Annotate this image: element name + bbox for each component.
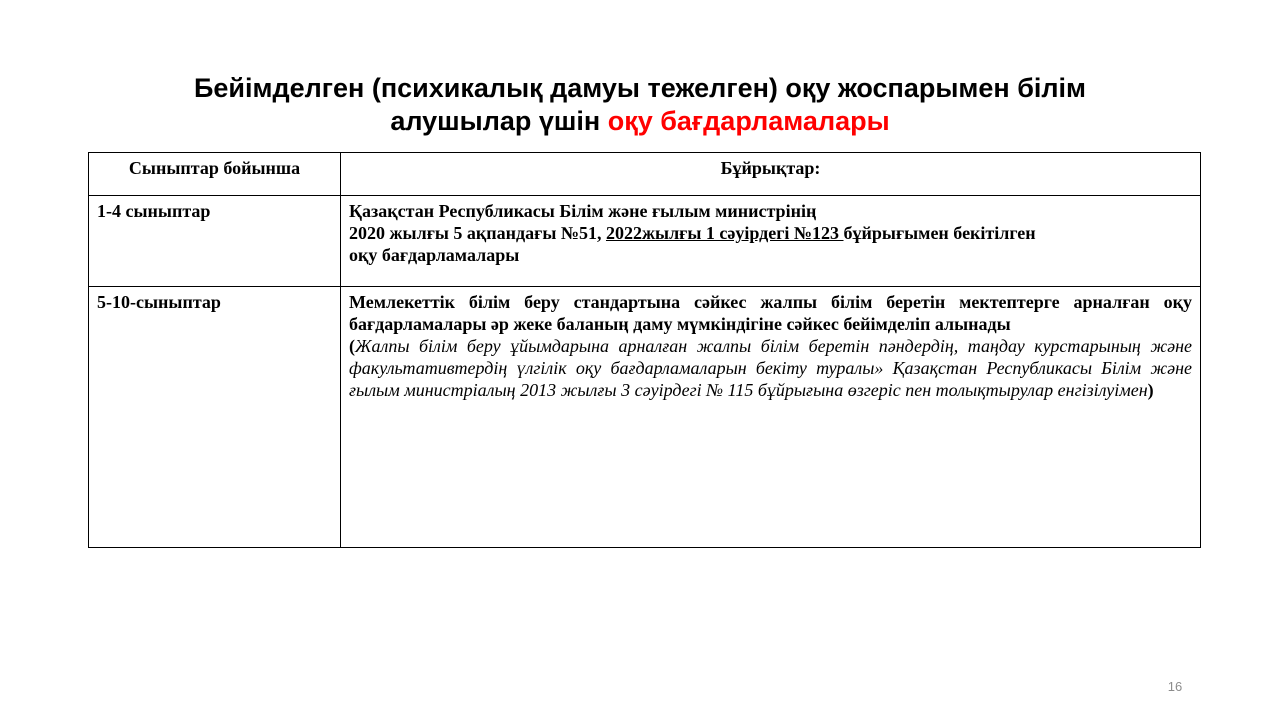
title-line-1: Бейімделген (психикалық дамуы тежелген) оқу жоспарымен білім (193, 73, 1087, 103)
order-line-2 (349, 222, 1192, 244)
paren-open: ( (349, 336, 355, 356)
grade-cell: 5-10-сыныптар (89, 287, 341, 548)
grade-cell: 1-4 сыныптар (89, 196, 341, 287)
header-grades: Сыныптар бойынша (89, 153, 341, 196)
order-line-1: Қазақстан Республикасы Білім және ғылым министрінің (349, 201, 817, 221)
title-line-2 (90, 105, 1190, 138)
table-header-row (89, 153, 1201, 196)
order-text-bold: Мемлекеттік білім беру стандартына сәйкес жалпы білім беретін мектептерге арналған оқу бағдарламалары әр жеке баланың даму мүмкіндігіне сәйкес бейімделіп алынады (349, 292, 1192, 334)
table-row (89, 196, 1201, 287)
order-text-italic: Жалпы білім беру ұйымдарына арналған жалпы білім беретін пәндердің, таңдау курстарының және факультативтердің үлгілік оқу бағдарламаларын бекіту туралы» Қазақстан Республикасы Білім және ғылым министріалың 2013 жылғы 3 сәуірдегі № 115 бұйрығына өзгеріс пен толықтырулар енгізілуімен (349, 336, 1192, 400)
page-number: 16 (1167, 679, 1183, 694)
orders-cell (341, 287, 1201, 548)
paren-close: ) (1147, 380, 1154, 400)
table-row (89, 287, 1201, 548)
orders-table (88, 152, 1201, 548)
title-line-2-prefix: алушылар үшін (390, 106, 608, 136)
header-orders: Бұйрықтар: (341, 153, 1201, 196)
order-line-2-a: 2020 жылғы 5 ақпандағы №51, (349, 223, 606, 243)
slide-title (90, 72, 1190, 138)
order-line-2-underlined: 2022жылғы 1 сәуірдегі №123 (605, 223, 844, 243)
order-line-3: оқу бағдарламалары (349, 245, 520, 265)
orders-cell (341, 196, 1201, 287)
title-highlight: оқу бағдарламалары (607, 106, 890, 136)
order-line-2-b: бұйрығымен бекітілген (843, 223, 1036, 243)
